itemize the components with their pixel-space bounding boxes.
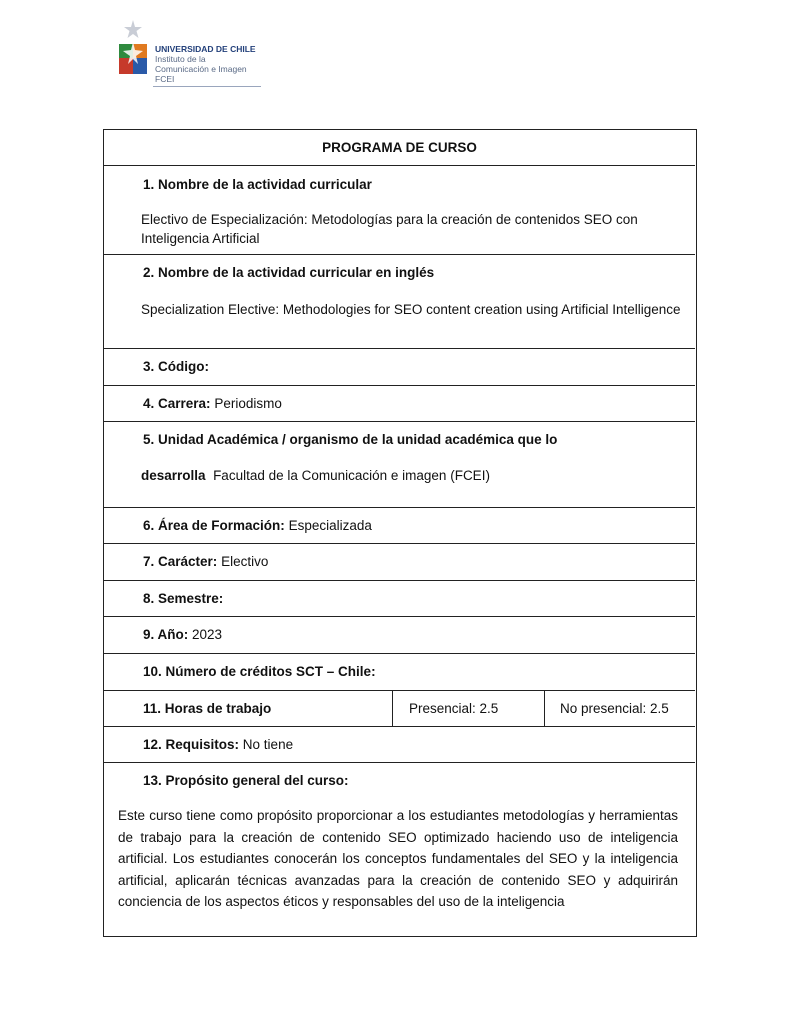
section-8-heading: 8. Semestre: [143,591,224,606]
program-title: PROGRAMA DE CURSO [322,140,477,155]
section-6-row [104,508,695,544]
section-4-value: Periodismo [214,396,282,411]
section-7-row [104,544,695,581]
logo-university-name: UNIVERSIDAD DE CHILE [155,44,256,54]
section-11-heading: 11. Horas de trabajo [143,701,272,716]
section-11-row [104,691,695,727]
section-5-heading: 5. Unidad Académica / organismo de la unidad académica que lo [143,432,558,447]
section-9-value: 2023 [192,627,223,642]
section-12-value: No tiene [242,737,294,752]
university-emblem-icon [115,18,151,90]
section-2-value: Specialization Elective: Methodologies for SEO content creation using Artificial Intelligence [141,302,681,317]
section-6-value: Especializada [288,518,372,533]
section-12-row [104,727,695,763]
section-1-heading: 1. Nombre de la actividad curricular [143,177,372,192]
logo-line-1: Instituto de la [155,54,206,64]
section-10-heading: 10. Número de créditos SCT – Chile: [143,664,376,679]
section-6-heading: 6. Área de Formación: [143,518,285,533]
section-2-heading: 2. Nombre de la actividad curricular en inglés [143,265,435,280]
section-4-heading: 4. Carrera: [143,396,211,411]
section-11-divider-1 [392,691,393,726]
section-12-heading: 12. Requisitos: [143,737,240,752]
section-5-row [104,422,695,508]
section-13-row [104,763,695,935]
section-3-row [104,349,695,386]
section-10-row [104,654,695,691]
program-table [103,129,697,937]
logo-divider [153,86,261,87]
section-13-value: Este curso tiene como propósito proporcionar a los estudiantes metodologías y herramientas de trabajo para la creación de contenido SEO optimizado haciendo uso de inteligencia artificial. Los estudiantes conocerán los conceptos fundamentales del SEO y la inteligencia artificial, aplicarán técnicas avanzadas para la creación de contenido SEO y adquirirán conciencia de los aspectos éticos y responsables del uso de la inteligencia [118,808,678,909]
logo-line-2: Comunicación e Imagen [155,64,247,74]
section-9-heading: 9. Año: [143,627,189,642]
section-7-value: Electivo [221,554,269,569]
section-5-heading-cont: desarrolla [141,468,206,483]
section-11-no-presencial: No presencial: 2.5 [560,701,669,716]
section-11-divider-2 [544,691,545,726]
section-5-value: Facultad de la Comunicación e imagen (FCEI) [213,468,490,483]
section-3-heading: 3. Código: [143,359,209,374]
section-9-row [104,617,695,654]
section-2-row [104,255,695,349]
section-7-heading: 7. Carácter: [143,554,218,569]
section-11-presencial: Presencial: 2.5 [409,701,499,716]
section-1-row [104,166,695,255]
section-4-row [104,386,695,422]
university-logo [115,18,265,90]
section-13-heading: 13. Propósito general del curso: [143,773,349,788]
logo-line-3: FCEI [155,74,175,84]
section-1-value: Electivo de Especialización: Metodologías para la creación de contenidos SEO con Inteligencia Artificial [141,212,638,246]
section-8-row [104,581,695,617]
table-title-row [104,130,695,166]
